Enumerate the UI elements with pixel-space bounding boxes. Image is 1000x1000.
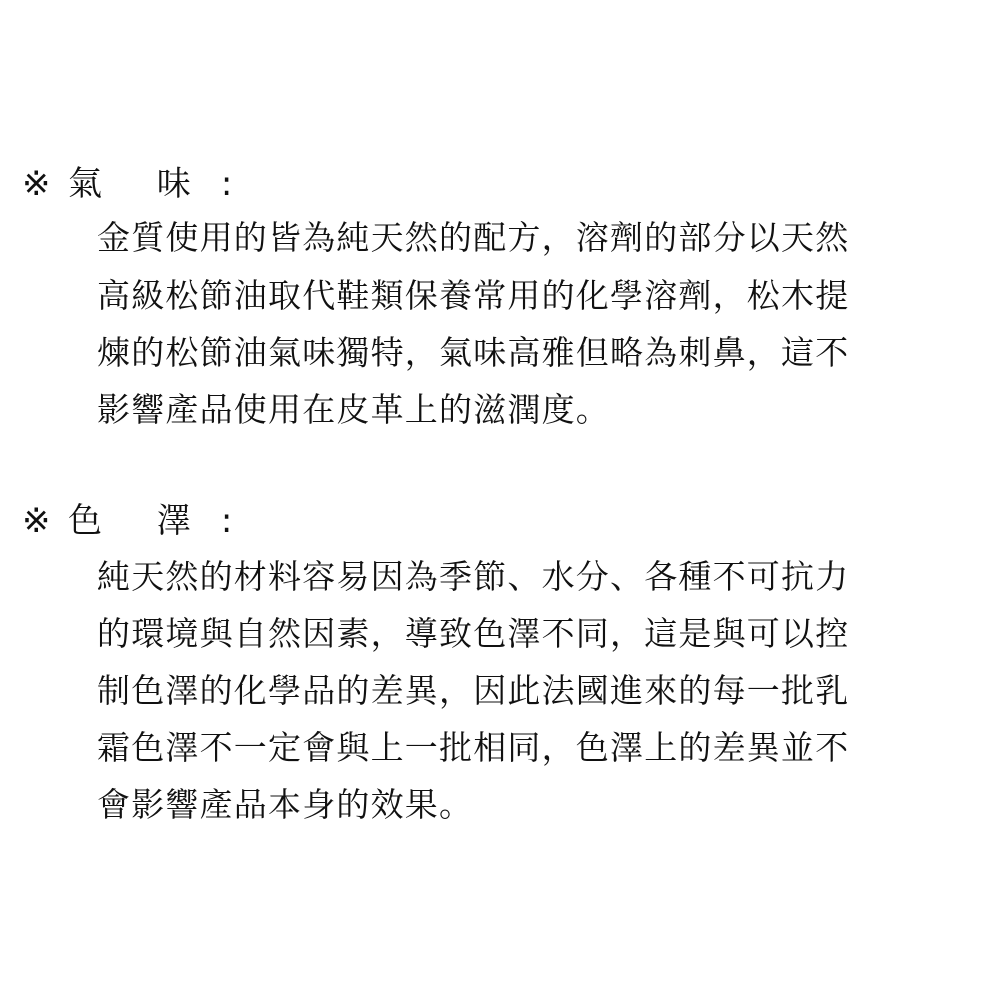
paragraph-line: 制色澤的化學品的差異，因此法國進來的每一批乳	[97, 671, 850, 710]
paragraph-line: 金質使用的皆為純天然的配方，溶劑的部分以天然	[97, 218, 850, 257]
section-colon: :	[220, 164, 233, 204]
paragraph-line: 霜色澤不一定會與上一批相同，色澤上的差異並不	[97, 728, 850, 767]
reference-mark-icon: ※	[22, 164, 51, 204]
section-colon: :	[220, 501, 233, 541]
paragraph-line: 煉的松節油氣味獨特，氣味高雅但略為刺鼻，這不	[97, 333, 850, 372]
paragraph-line: 純天然的材料容易因為季節、水分、各種不可抗力	[97, 557, 850, 596]
reference-mark-icon: ※	[22, 501, 51, 541]
section-heading	[22, 162, 232, 206]
section-title: 色 澤	[68, 501, 213, 541]
paragraph-line: 的環境與自然因素，導致色澤不同，這是與可以控	[97, 614, 850, 653]
paragraph-line: 會影響產品本身的效果。	[97, 785, 474, 824]
section-title: 氣 味	[68, 164, 213, 204]
paragraph-line: 影響產品使用在皮革上的滋潤度。	[97, 390, 610, 429]
section-heading	[22, 499, 232, 543]
paragraph-line: 高級松節油取代鞋類保養常用的化學溶劑，松木提	[97, 276, 850, 315]
